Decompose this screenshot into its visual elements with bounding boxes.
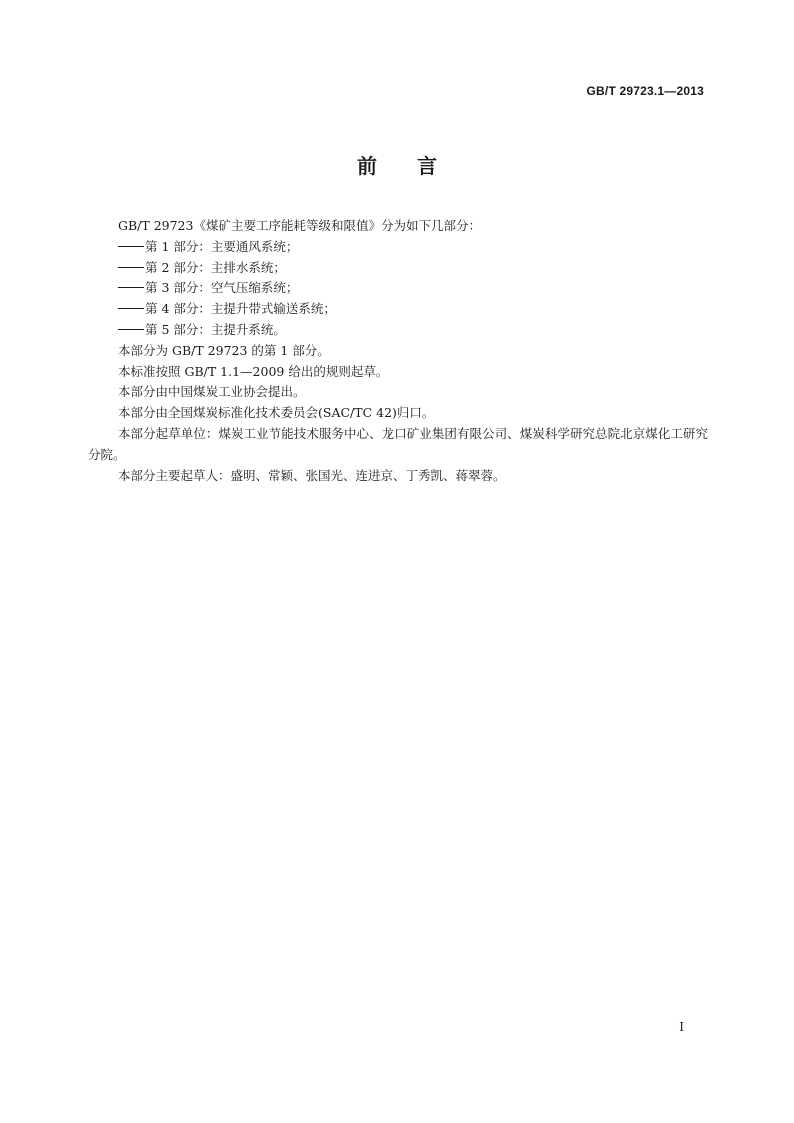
title-char-1: 前 [357,154,377,178]
part-item [88,258,708,279]
title-char-2: 言 [417,154,437,178]
part-item [88,299,708,320]
page-number: I [679,1020,684,1034]
part-text: 第 2 部分：主排水系统； [145,259,286,275]
standard-code: GB/T 29723.1—2013 [586,84,704,98]
intro-paragraph: GB/T 29723《煤矿主要工序能耗等级和限值》分为如下几部分： [118,218,481,233]
dash-mark [118,329,144,330]
dash-mark [118,246,144,247]
paragraph: 本部分起草单位：煤炭工业节能技术服务中心、龙口矿业集团有限公司、煤炭科学研究总院北京煤化工研究分院。 [88,425,708,462]
foreword-body [88,216,708,486]
dash-mark [118,308,144,309]
dash-mark [118,267,144,268]
part-item [88,320,708,341]
paragraph: 本部分为 GB/T 29723 的第 1 部分。 [118,342,330,358]
paragraph: 本标准按照 GB/T 1.1—2009 给出的规则起草。 [118,363,389,379]
paragraph: 本部分由全国煤炭标准化技术委员会(SAC/TC 42)归口。 [118,405,435,421]
paragraph: 本部分主要起草人：盛明、常颖、张国光、连进京、丁秀凯、蒋翠蓉。 [118,467,506,483]
part-text: 第 4 部分：主提升带式输送系统； [145,301,336,317]
dash-mark [118,287,144,288]
part-text: 第 1 部分：主要通风系统； [145,238,299,254]
part-item [88,278,708,299]
part-text: 第 5 部分：主提升系统。 [145,321,286,337]
paragraph: 本部分由中国煤炭工业协会提出。 [118,384,306,400]
part-item [88,237,708,258]
page-title [0,150,794,179]
part-text: 第 3 部分：空气压缩系统； [145,280,299,296]
